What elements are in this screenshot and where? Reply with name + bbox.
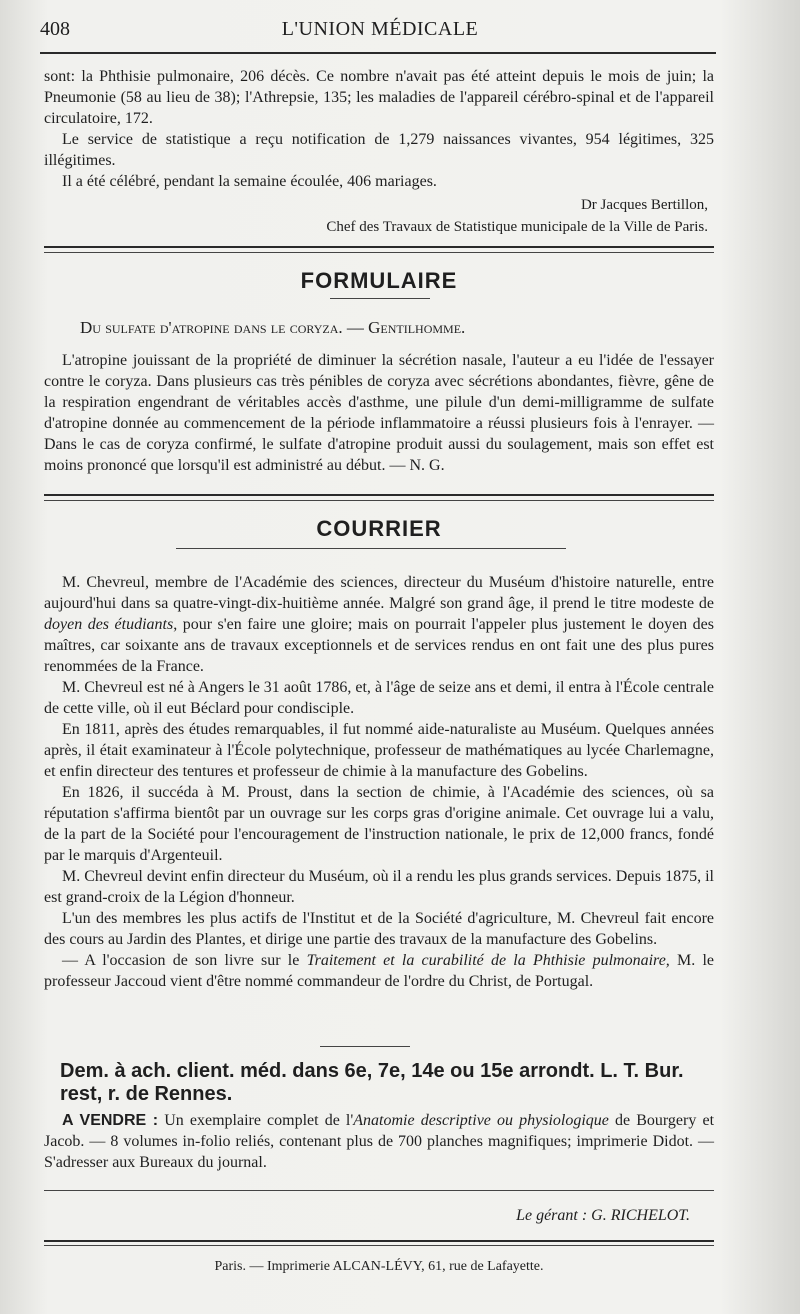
- imprint: Paris. — Imprimerie ALCAN-LÉVY, 61, rue de Lafayette.: [214, 1259, 544, 1274]
- footer-rule-top: [44, 1190, 714, 1191]
- header-rule: [40, 52, 716, 54]
- footer-rule-thin: [44, 1245, 714, 1246]
- gerant-signature: [516, 1207, 690, 1225]
- gerant-text: Le gérant : G. RICHELOT.: [516, 1207, 690, 1224]
- formulaire-paragraph: L'atropine jouissant de la propriété de diminuer la sécrétion nasale, l'auteur a eu l'idée de l'essayer contre le coryza. Dans plusieurs cas très pénibles de coryza avec sécrétions abondantes, fièvre, gêne de la respiration engendrant de véritables accès d'asthme, une pilule d'un demi-milligramme de sulfate d'atropine donnée au commencement de la période inflammatoire a réussi plusieurs fois à l'enrayer. — Dans le cas de coryza confirmé, le sulfate d'atropine produit aussi du soulagement, mais son effet est moins prononcé que lorsqu'il est administré au début. — N. G.: [44, 352, 714, 474]
- courrier-paragraph-2: M. Chevreul est né à Angers le 31 août 1786, et, à l'âge de seize ans et demi, il entra à l'École centrale de cette ville, où il eut Béclard pour condisciple.: [44, 679, 714, 717]
- running-title: L'UNION MÉDICALE: [281, 18, 479, 40]
- courrier-p7-text-a: — A l'occasion de son livre sur le: [62, 952, 307, 969]
- signature-title: Chef des Travaux de Statistique municipale de la Ville de Paris.: [326, 219, 708, 235]
- courrier-paragraph-6: L'un des membres les plus actifs de l'Institut et de la Société d'agriculture, M. Chevreul fait encore des cours au Jardin des Plantes, et dirige une partie des travaux de la manufacture des Gobelins.: [44, 910, 714, 948]
- page-number: 408: [40, 18, 70, 40]
- signature-name: Dr Jacques Bertillon,: [580, 197, 708, 213]
- section-rule: [44, 246, 714, 248]
- section-rule-2-thin: [44, 500, 714, 501]
- title-underline: [330, 298, 430, 299]
- courrier-body: [44, 572, 714, 992]
- courrier-paragraph-3: En 1811, après des études remarquables, il fut nommé aide-naturaliste au Muséum. Quelques années après, il était examinateur à l'École polytechnique, professeur de mathématiques au lycée Charlemagne, et enfin directeur des tentures et professeur de chimie à la manufacture des Gobelins.: [44, 721, 714, 780]
- separator-short: [320, 1046, 410, 1047]
- courrier-underline: [176, 548, 566, 549]
- courrier-p1-text-b: , pour s'en faire une gloire; mais on pourrait l'appeler plus justement le doyen des maîtres, car soixante ans de travaux exceptionnels et de services rendus en ont fait une des plus pures renommées de la France.: [44, 616, 715, 675]
- ad2-label: A VENDRE :: [62, 1112, 159, 1129]
- courrier-paragraph-1: [44, 572, 714, 677]
- section-rule-2: [44, 494, 714, 496]
- classified-ad-1: Dem. à ach. client. méd. dans 6e, 7e, 14e ou 15e arrondt. L. T. Bur. rest, r. de Rennes.: [60, 1060, 684, 1105]
- page-header: [40, 18, 720, 48]
- courrier-p7-italic: Traitement et la curabilité de la Phthisie pulmonaire,: [306, 952, 670, 969]
- footer-rule: [44, 1240, 714, 1242]
- courrier-title: COURRIER: [316, 516, 442, 541]
- courrier-paragraph-4: En 1826, il succéda à M. Proust, dans la section de chimie, à l'Académie des sciences, où sa réputation s'affirma bientôt par un ouvrage sur les corps gras d'origine animale. Cet ouvrage lui a valu, de la part de la Société pour l'encouragement de l'instruction nationale, le prix de 12,000 francs, fondé par le marquis d'Argenteuil.: [44, 784, 714, 864]
- ad2-text-a: Un exemplaire complet de l': [158, 1112, 354, 1129]
- ad2-text-b: de Bourgery et Jacob. — 8 volumes in-folio reliés, contenant plus de 700 planches magnifiques; imprimerie Didot. — S'adresser aux Bureaux du journal.: [44, 1112, 715, 1171]
- stats-paragraph-3: Il a été célébré, pendant la semaine écoulée, 406 mariages.: [62, 173, 437, 190]
- stats-paragraph-1: sont: la Phthisie pulmonaire, 206 décès. Ce nombre n'avait pas été atteint depuis le mois de juin; la Pneumonie (58 au lieu de 38); l'Athrepsie, 135; les maladies de l'appareil cérébro-spinal et de l'appareil circulatoire, 172.: [44, 68, 714, 127]
- courrier-p1-text-a: M. Chevreul, membre de l'Académie des sciences, directeur du Muséum d'histoire naturelle, entre aujourd'hui dans sa quatre-vingt-dix-huitième année. Malgré son grand âge, il prend le titre modeste de: [44, 574, 714, 612]
- formulaire-title: FORMULAIRE: [300, 268, 458, 293]
- formulaire-subtitle: Du sulfate d'atropine dans le coryza. — Gentilhomme.: [80, 318, 466, 337]
- courrier-p7-text-b: M. le professeur Jaccoud vient d'être nommé commandeur de l'ordre du Christ, de Portugal.: [44, 952, 715, 990]
- courrier-p1-italic: doyen des étudiants: [44, 616, 174, 633]
- section-rule-thin: [44, 252, 714, 253]
- stats-paragraph-2: Le service de statistique a reçu notification de 1,279 naissances vivantes, 954 légitimes, 325 illégitimes.: [44, 131, 714, 169]
- statistics-text: [44, 66, 714, 192]
- courrier-paragraph-5: M. Chevreul devint enfin directeur du Muséum, où il a rendu les plus grands services. Depuis 1875, il est grand-croix de la Légion d'honneur.: [44, 868, 714, 906]
- ad2-paragraph: [44, 1110, 714, 1173]
- ad2-italic: Anatomie descriptive ou physiologique: [353, 1112, 609, 1129]
- courrier-paragraph-7: [44, 950, 714, 992]
- formulaire-body: [44, 350, 714, 476]
- classified-ad-2: [44, 1110, 714, 1173]
